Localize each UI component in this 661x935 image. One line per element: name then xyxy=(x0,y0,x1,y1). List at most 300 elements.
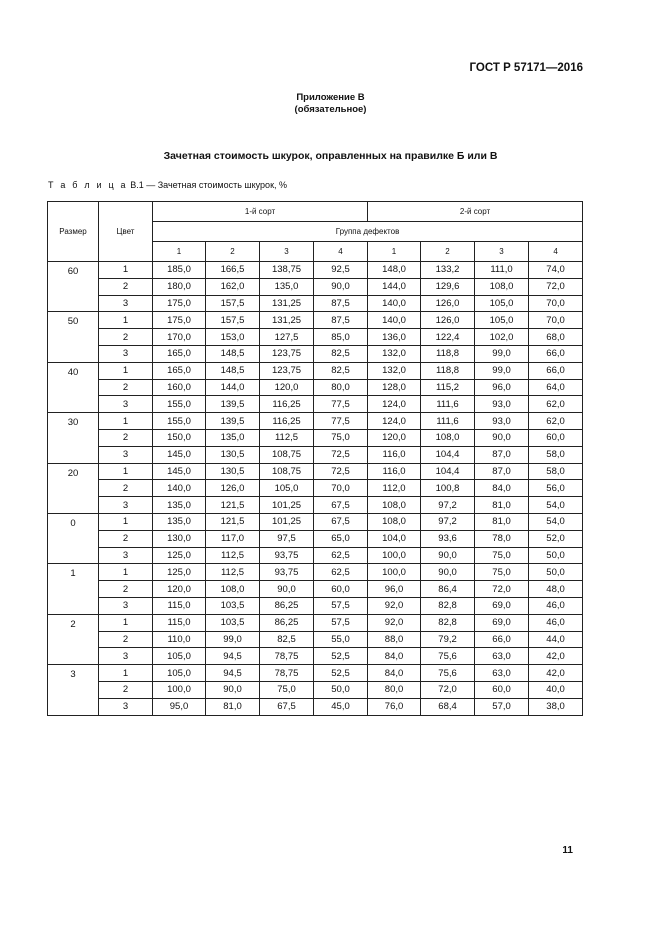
header-defect-col: 2 xyxy=(206,242,260,262)
value-cell: 140,0 xyxy=(153,480,206,497)
value-cell: 72,0 xyxy=(529,278,583,295)
header-defect-group: Группа дефектов xyxy=(153,222,583,242)
value-cell: 96,0 xyxy=(368,581,421,598)
value-cell: 90,0 xyxy=(206,681,260,698)
color-cell: 1 xyxy=(99,362,153,379)
value-cell: 67,5 xyxy=(260,698,314,715)
value-cell: 88,0 xyxy=(368,631,421,648)
value-cell: 87,5 xyxy=(314,312,368,329)
value-cell: 131,25 xyxy=(260,295,314,312)
value-cell: 75,0 xyxy=(314,429,368,446)
value-cell: 82,8 xyxy=(421,614,475,631)
table-row xyxy=(48,396,583,413)
value-cell: 105,0 xyxy=(153,648,206,665)
value-cell: 77,5 xyxy=(314,413,368,430)
table-body xyxy=(48,262,583,716)
value-cell: 78,0 xyxy=(475,530,529,547)
table-row xyxy=(48,564,583,581)
table-row xyxy=(48,345,583,362)
value-cell: 99,0 xyxy=(206,631,260,648)
value-cell: 155,0 xyxy=(153,396,206,413)
value-cell: 150,0 xyxy=(153,429,206,446)
value-cell: 45,0 xyxy=(314,698,368,715)
value-cell: 72,0 xyxy=(421,681,475,698)
value-cell: 92,5 xyxy=(314,262,368,279)
value-cell: 135,0 xyxy=(153,497,206,514)
value-cell: 72,5 xyxy=(314,446,368,463)
header-defect-col: 1 xyxy=(368,242,421,262)
value-cell: 63,0 xyxy=(475,648,529,665)
value-cell: 86,25 xyxy=(260,597,314,614)
value-cell: 52,5 xyxy=(314,665,368,682)
table-row xyxy=(48,463,583,480)
header-defect-col: 4 xyxy=(529,242,583,262)
value-cell: 42,0 xyxy=(529,648,583,665)
value-cell: 104,4 xyxy=(421,446,475,463)
size-cell: 40 xyxy=(48,362,99,412)
table-row xyxy=(48,379,583,396)
value-cell: 131,25 xyxy=(260,312,314,329)
value-cell: 108,75 xyxy=(260,463,314,480)
value-cell: 80,0 xyxy=(368,681,421,698)
value-cell: 126,0 xyxy=(206,480,260,497)
value-cell: 93,75 xyxy=(260,564,314,581)
value-cell: 58,0 xyxy=(529,463,583,480)
value-cell: 54,0 xyxy=(529,497,583,514)
value-cell: 66,0 xyxy=(475,631,529,648)
value-cell: 85,0 xyxy=(314,329,368,346)
appendix-heading xyxy=(0,92,661,116)
value-cell: 62,0 xyxy=(529,413,583,430)
value-cell: 120,0 xyxy=(260,379,314,396)
value-cell: 155,0 xyxy=(153,413,206,430)
value-cell: 116,25 xyxy=(260,413,314,430)
value-cell: 75,6 xyxy=(421,665,475,682)
value-cell: 42,0 xyxy=(529,665,583,682)
appendix-subtitle: (обязательное) xyxy=(294,104,367,115)
value-cell: 180,0 xyxy=(153,278,206,295)
value-cell: 64,0 xyxy=(529,379,583,396)
value-cell: 65,0 xyxy=(314,530,368,547)
color-cell: 3 xyxy=(99,396,153,413)
value-cell: 144,0 xyxy=(368,278,421,295)
value-cell: 69,0 xyxy=(475,597,529,614)
color-cell: 1 xyxy=(99,262,153,279)
value-cell: 78,75 xyxy=(260,648,314,665)
color-cell: 3 xyxy=(99,648,153,665)
value-cell: 126,0 xyxy=(421,312,475,329)
size-cell: 2 xyxy=(48,614,99,664)
value-cell: 72,5 xyxy=(314,463,368,480)
value-cell: 92,0 xyxy=(368,597,421,614)
table-row xyxy=(48,362,583,379)
value-cell: 81,0 xyxy=(475,513,529,530)
color-cell: 1 xyxy=(99,463,153,480)
table-row xyxy=(48,312,583,329)
value-cell: 123,75 xyxy=(260,362,314,379)
value-cell: 58,0 xyxy=(529,446,583,463)
size-cell: 50 xyxy=(48,312,99,362)
value-cell: 92,0 xyxy=(368,614,421,631)
value-cell: 153,0 xyxy=(206,329,260,346)
table-row xyxy=(48,295,583,312)
value-cell: 105,0 xyxy=(475,295,529,312)
value-cell: 93,0 xyxy=(475,413,529,430)
value-cell: 115,0 xyxy=(153,597,206,614)
value-cell: 48,0 xyxy=(529,581,583,598)
header-defect-col: 3 xyxy=(475,242,529,262)
value-cell: 124,0 xyxy=(368,396,421,413)
value-cell: 124,0 xyxy=(368,413,421,430)
size-cell: 20 xyxy=(48,463,99,513)
value-cell: 99,0 xyxy=(475,362,529,379)
size-cell: 0 xyxy=(48,513,99,563)
value-cell: 160,0 xyxy=(153,379,206,396)
color-cell: 3 xyxy=(99,295,153,312)
color-cell: 3 xyxy=(99,597,153,614)
value-cell: 86,4 xyxy=(421,581,475,598)
color-cell: 2 xyxy=(99,429,153,446)
table-row xyxy=(48,413,583,430)
value-cell: 162,0 xyxy=(206,278,260,295)
value-cell: 46,0 xyxy=(529,597,583,614)
value-cell: 120,0 xyxy=(153,581,206,598)
value-cell: 82,5 xyxy=(314,345,368,362)
value-cell: 50,0 xyxy=(529,547,583,564)
value-cell: 123,75 xyxy=(260,345,314,362)
value-cell: 112,5 xyxy=(206,564,260,581)
value-cell: 118,8 xyxy=(421,345,475,362)
value-cell: 145,0 xyxy=(153,446,206,463)
value-cell: 77,5 xyxy=(314,396,368,413)
value-cell: 132,0 xyxy=(368,345,421,362)
value-cell: 105,0 xyxy=(260,480,314,497)
value-cell: 96,0 xyxy=(475,379,529,396)
value-cell: 82,5 xyxy=(314,362,368,379)
value-cell: 170,0 xyxy=(153,329,206,346)
value-cell: 100,0 xyxy=(153,681,206,698)
value-cell: 66,0 xyxy=(529,362,583,379)
value-cell: 148,5 xyxy=(206,345,260,362)
value-cell: 76,0 xyxy=(368,698,421,715)
value-cell: 100,0 xyxy=(368,547,421,564)
table-row xyxy=(48,530,583,547)
value-cell: 93,75 xyxy=(260,547,314,564)
value-cell: 99,0 xyxy=(475,345,529,362)
value-cell: 82,8 xyxy=(421,597,475,614)
value-cell: 82,5 xyxy=(260,631,314,648)
value-cell: 67,5 xyxy=(314,497,368,514)
header-size: Размер xyxy=(48,202,99,262)
value-cell: 94,5 xyxy=(206,648,260,665)
value-cell: 111,6 xyxy=(421,396,475,413)
value-cell: 84,0 xyxy=(368,665,421,682)
color-cell: 2 xyxy=(99,379,153,396)
value-cell: 157,5 xyxy=(206,312,260,329)
value-cell: 68,4 xyxy=(421,698,475,715)
color-cell: 2 xyxy=(99,278,153,295)
value-cell: 50,0 xyxy=(314,681,368,698)
value-cell: 94,5 xyxy=(206,665,260,682)
value-cell: 104,4 xyxy=(421,463,475,480)
value-cell: 62,0 xyxy=(529,396,583,413)
value-cell: 105,0 xyxy=(475,312,529,329)
value-cell: 90,0 xyxy=(475,429,529,446)
page-number: 11 xyxy=(562,845,573,856)
table-row xyxy=(48,329,583,346)
value-cell: 175,0 xyxy=(153,312,206,329)
value-cell: 120,0 xyxy=(368,429,421,446)
value-cell: 117,0 xyxy=(206,530,260,547)
table-row xyxy=(48,665,583,682)
color-cell: 2 xyxy=(99,329,153,346)
value-cell: 138,75 xyxy=(260,262,314,279)
value-cell: 62,5 xyxy=(314,547,368,564)
value-cell: 135,0 xyxy=(206,429,260,446)
value-cell: 165,0 xyxy=(153,362,206,379)
table-row xyxy=(48,446,583,463)
value-cell: 81,0 xyxy=(475,497,529,514)
color-cell: 1 xyxy=(99,614,153,631)
value-cell: 62,5 xyxy=(314,564,368,581)
value-cell: 115,2 xyxy=(421,379,475,396)
value-cell: 97,2 xyxy=(421,497,475,514)
header-defect-col: 3 xyxy=(260,242,314,262)
value-cell: 70,0 xyxy=(529,312,583,329)
value-cell: 108,0 xyxy=(475,278,529,295)
value-cell: 108,75 xyxy=(260,446,314,463)
value-cell: 108,0 xyxy=(206,581,260,598)
value-cell: 135,0 xyxy=(260,278,314,295)
value-cell: 44,0 xyxy=(529,631,583,648)
color-cell: 3 xyxy=(99,497,153,514)
value-cell: 126,0 xyxy=(421,295,475,312)
appendix-title: Приложение В xyxy=(296,92,365,103)
value-cell: 125,0 xyxy=(153,547,206,564)
color-cell: 3 xyxy=(99,446,153,463)
value-cell: 75,6 xyxy=(421,648,475,665)
color-cell: 1 xyxy=(99,665,153,682)
value-cell: 54,0 xyxy=(529,513,583,530)
header-defect-col: 4 xyxy=(314,242,368,262)
value-cell: 72,0 xyxy=(475,581,529,598)
value-cell: 133,2 xyxy=(421,262,475,279)
table-row xyxy=(48,681,583,698)
value-cell: 90,0 xyxy=(314,278,368,295)
value-cell: 40,0 xyxy=(529,681,583,698)
value-cell: 140,0 xyxy=(368,295,421,312)
value-cell: 81,0 xyxy=(206,698,260,715)
table-row xyxy=(48,631,583,648)
value-cell: 116,25 xyxy=(260,396,314,413)
value-cell: 52,5 xyxy=(314,648,368,665)
value-cell: 128,0 xyxy=(368,379,421,396)
size-cell: 1 xyxy=(48,564,99,614)
value-cell: 104,0 xyxy=(368,530,421,547)
value-cell: 157,5 xyxy=(206,295,260,312)
header-defect-col: 1 xyxy=(153,242,206,262)
color-cell: 3 xyxy=(99,345,153,362)
table-row xyxy=(48,614,583,631)
value-cell: 103,5 xyxy=(206,614,260,631)
table-row xyxy=(48,278,583,295)
value-cell: 86,25 xyxy=(260,614,314,631)
value-cell: 116,0 xyxy=(368,463,421,480)
value-cell: 57,5 xyxy=(314,597,368,614)
value-cell: 100,8 xyxy=(421,480,475,497)
size-cell: 30 xyxy=(48,413,99,463)
value-cell: 90,0 xyxy=(421,547,475,564)
table-row xyxy=(48,497,583,514)
header-grade-2: 2-й сорт xyxy=(368,202,583,222)
value-cell: 108,0 xyxy=(368,513,421,530)
color-cell: 2 xyxy=(99,480,153,497)
value-cell: 38,0 xyxy=(529,698,583,715)
value-cell: 121,5 xyxy=(206,497,260,514)
value-cell: 129,6 xyxy=(421,278,475,295)
table-row xyxy=(48,547,583,564)
table-row xyxy=(48,648,583,665)
value-cell: 75,0 xyxy=(475,564,529,581)
color-cell: 2 xyxy=(99,631,153,648)
value-cell: 112,5 xyxy=(206,547,260,564)
value-cell: 116,0 xyxy=(368,446,421,463)
value-cell: 166,5 xyxy=(206,262,260,279)
value-cell: 145,0 xyxy=(153,463,206,480)
value-cell: 165,0 xyxy=(153,345,206,362)
value-cell: 93,0 xyxy=(475,396,529,413)
value-cell: 105,0 xyxy=(153,665,206,682)
value-cell: 60,0 xyxy=(475,681,529,698)
value-cell: 136,0 xyxy=(368,329,421,346)
value-cell: 97,2 xyxy=(421,513,475,530)
value-cell: 132,0 xyxy=(368,362,421,379)
color-cell: 1 xyxy=(99,312,153,329)
value-cell: 60,0 xyxy=(314,581,368,598)
value-cell: 125,0 xyxy=(153,564,206,581)
value-cell: 75,0 xyxy=(260,681,314,698)
value-cell: 56,0 xyxy=(529,480,583,497)
table-row xyxy=(48,581,583,598)
table-row xyxy=(48,429,583,446)
color-cell: 2 xyxy=(99,530,153,547)
table-caption xyxy=(48,180,287,190)
value-cell: 140,0 xyxy=(368,312,421,329)
value-cell: 127,5 xyxy=(260,329,314,346)
value-cell: 70,0 xyxy=(314,480,368,497)
value-cell: 121,5 xyxy=(206,513,260,530)
value-cell: 63,0 xyxy=(475,665,529,682)
value-cell: 55,0 xyxy=(314,631,368,648)
value-cell: 130,5 xyxy=(206,446,260,463)
price-table xyxy=(47,201,583,716)
value-cell: 101,25 xyxy=(260,497,314,514)
table-row xyxy=(48,513,583,530)
value-cell: 46,0 xyxy=(529,614,583,631)
value-cell: 68,0 xyxy=(529,329,583,346)
value-cell: 102,0 xyxy=(475,329,529,346)
value-cell: 95,0 xyxy=(153,698,206,715)
value-cell: 57,0 xyxy=(475,698,529,715)
value-cell: 112,5 xyxy=(260,429,314,446)
value-cell: 111,6 xyxy=(421,413,475,430)
color-cell: 1 xyxy=(99,513,153,530)
value-cell: 148,0 xyxy=(368,262,421,279)
value-cell: 148,5 xyxy=(206,362,260,379)
value-cell: 87,0 xyxy=(475,446,529,463)
value-cell: 52,0 xyxy=(529,530,583,547)
value-cell: 130,0 xyxy=(153,530,206,547)
value-cell: 144,0 xyxy=(206,379,260,396)
value-cell: 112,0 xyxy=(368,480,421,497)
value-cell: 84,0 xyxy=(475,480,529,497)
value-cell: 139,5 xyxy=(206,413,260,430)
value-cell: 80,0 xyxy=(314,379,368,396)
value-cell: 87,0 xyxy=(475,463,529,480)
size-cell: 3 xyxy=(48,665,99,715)
value-cell: 135,0 xyxy=(153,513,206,530)
value-cell: 100,0 xyxy=(368,564,421,581)
table-caption-text: В.1 — Зачетная стоимость шкурок, % xyxy=(130,180,288,190)
value-cell: 50,0 xyxy=(529,564,583,581)
value-cell: 118,8 xyxy=(421,362,475,379)
table-row xyxy=(48,698,583,715)
value-cell: 90,0 xyxy=(421,564,475,581)
value-cell: 175,0 xyxy=(153,295,206,312)
value-cell: 78,75 xyxy=(260,665,314,682)
value-cell: 103,5 xyxy=(206,597,260,614)
header-grade-1: 1-й сорт xyxy=(153,202,368,222)
color-cell: 3 xyxy=(99,547,153,564)
value-cell: 93,6 xyxy=(421,530,475,547)
value-cell: 87,5 xyxy=(314,295,368,312)
document-code: ГОСТ Р 57171—2016 xyxy=(469,62,583,74)
value-cell: 57,5 xyxy=(314,614,368,631)
color-cell: 2 xyxy=(99,581,153,598)
value-cell: 97,5 xyxy=(260,530,314,547)
value-cell: 111,0 xyxy=(475,262,529,279)
value-cell: 139,5 xyxy=(206,396,260,413)
value-cell: 122,4 xyxy=(421,329,475,346)
color-cell: 3 xyxy=(99,698,153,715)
header-color: Цвет xyxy=(99,202,153,262)
table-row xyxy=(48,480,583,497)
value-cell: 79,2 xyxy=(421,631,475,648)
value-cell: 84,0 xyxy=(368,648,421,665)
table-caption-prefix: Т а б л и ц а xyxy=(48,180,128,190)
value-cell: 75,0 xyxy=(475,547,529,564)
table-row xyxy=(48,597,583,614)
value-cell: 60,0 xyxy=(529,429,583,446)
value-cell: 70,0 xyxy=(529,295,583,312)
value-cell: 115,0 xyxy=(153,614,206,631)
value-cell: 67,5 xyxy=(314,513,368,530)
section-title: Зачетная стоимость шкурок, оправленных на правилке Б или В xyxy=(163,150,498,162)
header-defect-col: 2 xyxy=(421,242,475,262)
color-cell: 2 xyxy=(99,681,153,698)
value-cell: 90,0 xyxy=(260,581,314,598)
value-cell: 101,25 xyxy=(260,513,314,530)
table-row xyxy=(48,262,583,279)
color-cell: 1 xyxy=(99,413,153,430)
value-cell: 130,5 xyxy=(206,463,260,480)
value-cell: 74,0 xyxy=(529,262,583,279)
color-cell: 1 xyxy=(99,564,153,581)
size-cell: 60 xyxy=(48,262,99,312)
value-cell: 185,0 xyxy=(153,262,206,279)
value-cell: 108,0 xyxy=(421,429,475,446)
value-cell: 110,0 xyxy=(153,631,206,648)
